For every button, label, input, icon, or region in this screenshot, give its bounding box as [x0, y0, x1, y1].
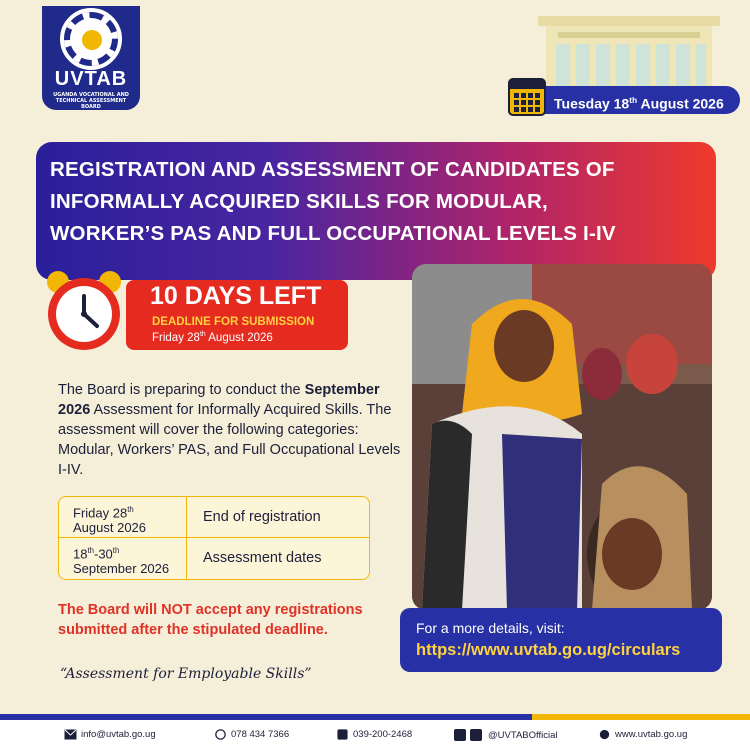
schedule-date: [59, 538, 187, 579]
intro-paragraph: [58, 380, 404, 480]
date-part: -30: [93, 546, 113, 562]
deadline-date-rest: August 2026: [205, 331, 273, 344]
intro-bold: September 2026: [58, 382, 380, 418]
footer: [0, 720, 750, 750]
social-text: @UVTABOfficial: [488, 729, 558, 741]
date-badge: [528, 86, 740, 114]
alarm-clock-icon: [42, 268, 126, 352]
deadline-date-suffix: th: [199, 331, 206, 338]
intro-text-1: The Board is preparing to conduct the: [58, 382, 305, 398]
footer-phone[interactable]: [336, 729, 412, 740]
intro-text-2: Assessment for Informally Acquired Skills. The assessment will cover the following categories: Modular, Workers’ PAS, and Full Occupational Levels I-IV.: [58, 402, 401, 478]
logo-wordmark: UVTAB: [54, 68, 128, 90]
date-month-year: August 2026: [637, 95, 724, 112]
social-icons: [454, 729, 484, 741]
date-part: 18: [73, 546, 88, 562]
page-title: [50, 154, 720, 250]
whatsapp-text: 078 434 7366: [231, 729, 290, 740]
date-part: Friday 28: [73, 505, 128, 521]
schedule-event: Assessment dates: [203, 550, 322, 566]
crane-emblem-icon: [82, 30, 102, 50]
table-row: [59, 497, 369, 538]
logo-subtitle: UGANDA VOCATIONAL AND TECHNICAL ASSESSMENT BOARD: [53, 92, 129, 110]
phone-icon: [336, 729, 349, 740]
visit-box: [400, 608, 722, 672]
footer-social[interactable]: [454, 729, 557, 741]
phone-text: 039-200-2468: [353, 729, 413, 740]
deadline-date: [152, 331, 273, 344]
calendar-icon: [508, 78, 546, 116]
slogan: “Assessment for Employable Skills”: [60, 666, 312, 682]
table-row: [59, 538, 369, 579]
email-text: info@uvtab.go.ug: [81, 729, 156, 740]
deadline-date-prefix: Friday 28: [152, 331, 200, 344]
warning-text: The Board will NOT accept any registrations submitted after the stipulated deadline.: [58, 602, 363, 638]
date-sup: th: [112, 546, 120, 555]
date-sup: th: [127, 505, 134, 514]
date-part: August 2026: [73, 520, 147, 536]
hairdressing-photo: [412, 264, 712, 610]
date-weekday-day: Tuesday 18: [554, 95, 630, 112]
days-left-counter: 10 DAYS LEFT: [150, 282, 322, 310]
deadline-label: DEADLINE FOR SUBMISSION: [152, 316, 315, 328]
uvtab-logo: [42, 6, 140, 110]
mail-icon: [64, 729, 77, 740]
date-suffix: th: [629, 95, 638, 105]
schedule-date: [59, 497, 187, 537]
footer-email[interactable]: [64, 729, 156, 740]
title-line-1: REGISTRATION AND ASSESSMENT OF CANDIDATES OF: [50, 158, 615, 181]
gear-emblem-icon: [64, 12, 118, 66]
date-sup: th: [87, 546, 94, 555]
building-illustration: [538, 12, 720, 90]
website-text: www.uvtab.go.ug: [615, 729, 688, 740]
schedule-event: End of registration: [203, 509, 321, 525]
date-part: September 2026: [73, 561, 170, 577]
schedule-table: [58, 496, 370, 580]
circulars-link[interactable]: https://www.uvtab.go.ug/circulars: [416, 641, 681, 659]
whatsapp-icon: [214, 729, 227, 740]
footer-website[interactable]: [598, 729, 687, 740]
title-line-3: WORKER’S PAS AND FULL OCCUPATIONAL LEVELS I-IV: [50, 222, 616, 245]
globe-icon: [598, 729, 611, 740]
title-line-2: INFORMALLY ACQUIRED SKILLS FOR MODULAR,: [50, 190, 548, 213]
footer-whatsapp[interactable]: [214, 729, 289, 740]
visit-lead: For a more details, visit:: [416, 620, 565, 636]
